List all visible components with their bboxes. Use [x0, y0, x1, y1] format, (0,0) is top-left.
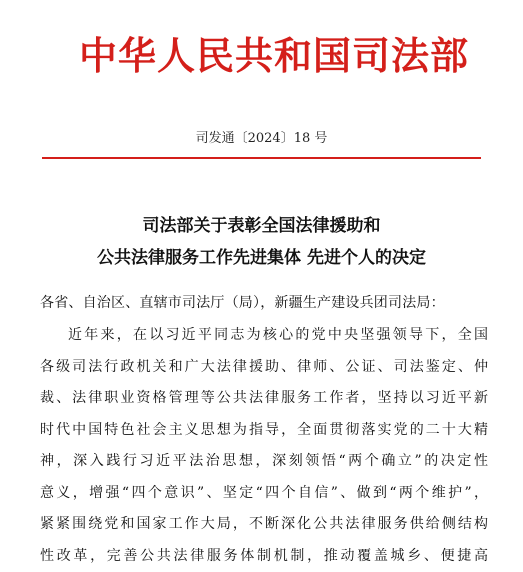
document-body	[40, 320, 488, 572]
body-text-line: 性改革，完善公共法律服务体制机制，推动覆盖城乡、便捷高	[40, 541, 488, 572]
red-separator-line	[42, 157, 481, 159]
document-title-line-2: 公共法律服务工作先进集体 先进个人的决定	[0, 246, 523, 270]
body-text-line: 各级司法行政机关和广大法律援助、律师、公证、司法鉴定、仲	[40, 352, 488, 384]
salutation: 各省、自治区、直辖市司法厅（局），新疆生产建设兵团司法局：	[40, 292, 500, 314]
body-text-line: 裁、法律职业资格管理等公共法律服务工作者，坚持以习近平新	[40, 383, 488, 415]
document-number: 司发通〔2024〕18 号	[0, 130, 523, 148]
document-title-line-1: 司法部关于表彰全国法律援助和	[0, 214, 523, 238]
body-text-line: 时代中国特色社会主义思想为指导，全面贯彻落实党的二十大精	[40, 415, 488, 447]
body-text-line: 神，深入践行习近平法治思想，深刻领悟“两个确立”的决定性	[40, 446, 488, 478]
body-text-line: 近年来，在以习近平同志为核心的党中央坚强领导下，全国	[40, 320, 488, 352]
body-text-line: 意义，增强“四个意识”、坚定“四个自信”、做到“两个维护”，	[40, 478, 488, 510]
body-text-line: 紧紧围绕党和国家工作大局，不断深化公共法律服务供给侧结构	[40, 509, 488, 541]
issuing-authority-header: 中华人民共和国司法部	[79, 28, 439, 84]
